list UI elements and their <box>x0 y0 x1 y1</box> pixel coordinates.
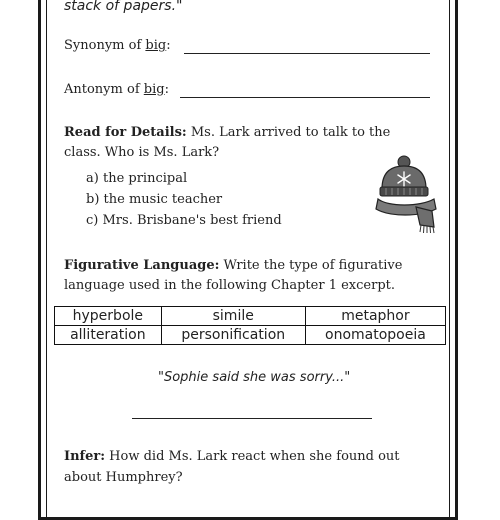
details-question-text1: Ms. Lark arrived to talk to the <box>186 125 391 140</box>
infer-heading: Infer: <box>64 449 106 464</box>
details-heading: Read for Details: <box>64 125 187 140</box>
antonym-prompt <box>64 82 169 97</box>
excerpt-quote: "Sophie said she was sorry..." <box>158 370 351 385</box>
infer-line1 <box>64 447 400 466</box>
option-a-letter: a) <box>86 171 99 186</box>
details-question-line2: class. Who is Ms. Lark? <box>64 145 220 160</box>
synonym-label: Synonym of <box>64 38 146 53</box>
synonym-colon: : <box>166 38 171 53</box>
figurative-answer-line[interactable] <box>132 418 372 419</box>
option-a[interactable] <box>86 171 187 186</box>
worksheet-content <box>64 0 436 500</box>
antonym-word: big <box>143 82 165 97</box>
word-metaphor: metaphor <box>305 307 445 326</box>
antonym-label: Antonym of <box>64 82 144 97</box>
option-c-letter: c) <box>86 213 99 228</box>
option-c[interactable] <box>86 213 282 228</box>
word-bank-row <box>55 307 446 326</box>
word-onomatopoeia: onomatopoeia <box>305 326 445 345</box>
word-hyperbole: hyperbole <box>55 307 162 326</box>
antonym-colon: : <box>164 82 169 97</box>
figurative-word-bank <box>54 306 446 345</box>
word-bank-row <box>55 326 446 345</box>
option-a-text: the principal <box>102 171 188 186</box>
figurative-line2: language used in the following Chapter 1 excerpt. <box>64 278 395 293</box>
figurative-text1: Write the type of figurative <box>219 258 403 273</box>
word-personification: personification <box>161 326 305 345</box>
option-b[interactable] <box>86 192 222 207</box>
infer-text1: How did Ms. Lark react when she found out <box>105 449 400 464</box>
option-c-text: Mrs. Brisbane's best friend <box>102 213 282 228</box>
word-simile: simile <box>161 307 305 326</box>
top-quote: stack of papers." <box>64 0 183 14</box>
word-alliteration: alliteration <box>55 326 162 345</box>
infer-line2: about Humphrey? <box>64 470 183 485</box>
synonym-prompt <box>64 38 171 53</box>
figurative-heading: Figurative Language: <box>64 258 220 273</box>
option-b-text: the music teacher <box>103 192 223 207</box>
synonym-answer-line[interactable] <box>184 53 430 54</box>
antonym-answer-line[interactable] <box>180 97 430 98</box>
figurative-line1 <box>64 256 402 275</box>
details-question-line1 <box>64 123 390 142</box>
synonym-word: big <box>145 38 167 53</box>
winter-hat-and-scarf-icon <box>374 155 442 235</box>
option-b-letter: b) <box>86 192 100 207</box>
